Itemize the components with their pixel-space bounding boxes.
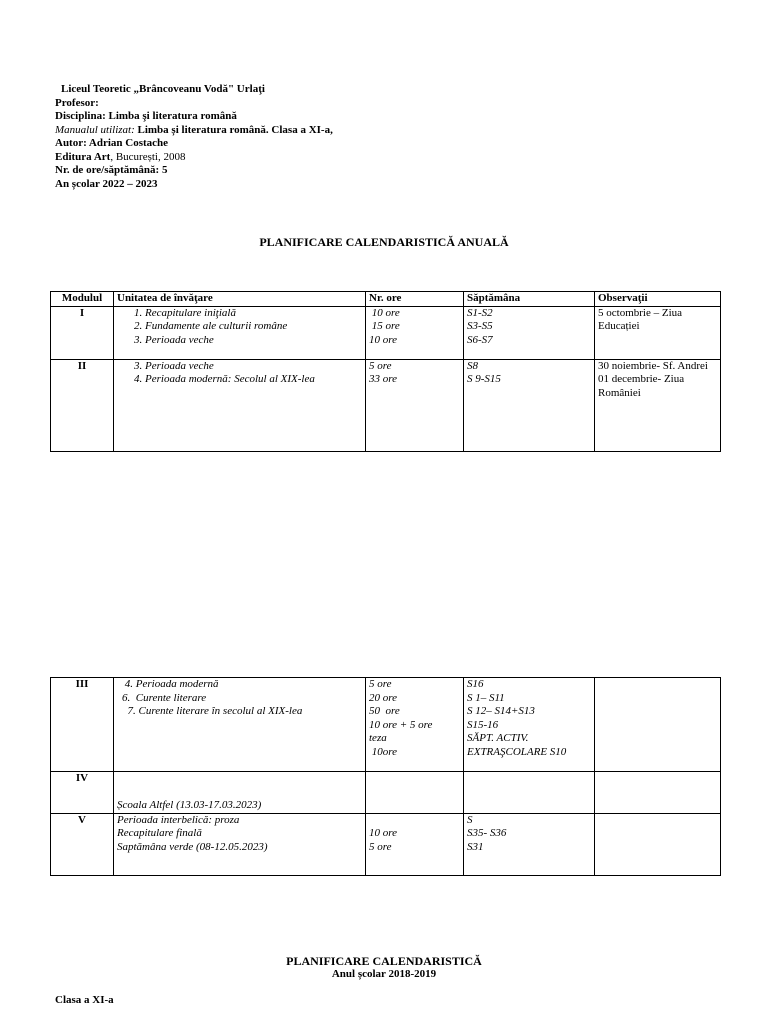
unitate-item: Școala Altfel (13.03-17.03.2023) (117, 799, 262, 811)
unitate-item: 4. Perioada modernă: Secolul al XIX-lea (134, 373, 315, 385)
clasa-label: Clasa a XI-a (55, 994, 114, 1006)
table-row (51, 678, 721, 772)
footer-subtitle: Anul școlar 2018-2019 (331, 968, 437, 980)
col-header-saptamana: Săptămâna (464, 292, 595, 307)
saptamana-item: S1-S2 (467, 306, 493, 319)
unitati-cell (114, 772, 366, 814)
saptamana-item: EXTRAŞCOLARE S10 (467, 745, 567, 758)
modul-cell: III (51, 678, 114, 772)
unitate-item (117, 786, 362, 800)
planning-table-1 (50, 291, 721, 452)
unitate-item: Perioada interbelică: proza (117, 813, 240, 826)
table-row (51, 772, 721, 814)
footer-heading (0, 955, 768, 981)
saptamana-item: S (467, 813, 473, 826)
saptamana-item: SĂPT. ACTIV. (467, 732, 529, 744)
unitate-item: Recapitulare finală (117, 827, 202, 839)
unitati-cell (114, 359, 366, 451)
table-header-row (51, 292, 721, 307)
unitate-item: 6. Curente literare (122, 691, 207, 704)
unitate-item: 3. Perioada veche (134, 333, 214, 346)
unitati-cell (114, 306, 366, 359)
saptamana-item: S 12– S14+S13 (467, 705, 535, 717)
saptamana-item: S 1– S11 (467, 691, 505, 704)
ore-cell (366, 359, 464, 451)
ore-item: 10 ore (369, 827, 398, 839)
manual-value: Limba și literatura română. Clasa a XI-a, (137, 123, 333, 136)
ore-item: 15 ore (369, 320, 400, 332)
unitate-item: 3. Perioada veche (134, 359, 214, 372)
ore-item: 5 ore (369, 678, 392, 690)
ore-item: 50 ore (369, 705, 400, 717)
saptamana-cell (464, 772, 595, 814)
col-header-ore: Nr. ore (366, 292, 464, 307)
ore-item: teza (369, 732, 387, 744)
disciplina-line: Disciplina: Limba şi literatura română (55, 110, 237, 122)
ore-cell (366, 813, 464, 875)
col-header-observatii: Observaţii (595, 292, 721, 307)
table-row (51, 813, 721, 875)
ore-item: 10 ore + 5 ore (369, 718, 433, 731)
editura-label: Editura Art (55, 150, 111, 163)
saptamana-item: S31 (467, 840, 484, 853)
saptamana-item: S6-S7 (467, 333, 493, 346)
unitate-item (117, 772, 362, 786)
col-header-unitate: Unitatea de învăţare (114, 292, 366, 307)
ore-item: 10 ore (369, 306, 400, 319)
observatii-cell (595, 772, 721, 814)
unitati-cell (114, 678, 366, 772)
an-scolar-line: An școlar 2022 – 2023 (55, 177, 158, 190)
footer-title: PLANIFICARE CALENDARISTICĂ (286, 954, 482, 968)
saptamana-item: S 9-S15 (467, 373, 501, 385)
modul-cell: I (51, 306, 114, 359)
unitate-item: Saptămâna verde (08-12.05.2023) (117, 840, 268, 853)
saptamana-cell (464, 678, 595, 772)
editura-line (55, 151, 333, 165)
school-name: Liceul Teoretic „Brâncoveanu Vodă" Urlaţi (61, 83, 265, 95)
manual-line (55, 124, 333, 138)
saptamana-item: S8 (467, 359, 478, 372)
saptamana-cell (464, 359, 595, 451)
saptamana-item: S15-16 (467, 718, 499, 731)
ore-item (369, 814, 460, 828)
autor-line: Autor: Adrian Costache (55, 137, 169, 149)
profesor-line: Profesor: (55, 96, 99, 109)
observatii-cell (595, 678, 721, 772)
saptamana-item: S16 (467, 678, 484, 690)
observatii-cell: 5 octombrie – Ziua Educației (595, 306, 721, 359)
modul-cell: V (51, 813, 114, 875)
saptamana-item: S3-S5 (467, 320, 493, 332)
page-title: PLANIFICARE CALENDARISTICĂ ANUALĂ (259, 235, 509, 249)
col-header-modul: Modulul (51, 292, 114, 307)
ore-cell (366, 772, 464, 814)
ore-item: 33 ore (369, 373, 398, 385)
ore-item: 5 ore (369, 840, 392, 853)
document-header (55, 83, 333, 191)
manual-label: Manualul utilizat: (55, 123, 138, 136)
unitate-item: 2. Fundamente ale culturii române (134, 320, 288, 332)
table-row (51, 359, 721, 451)
ore-item: 20 ore (369, 691, 398, 704)
saptamana-cell (464, 813, 595, 875)
unitate-item: 4. Perioada modernă (122, 678, 219, 690)
ore-item: 10ore (369, 745, 398, 758)
unitate-item: 7. Curente literare în secolul al XIX-lea (122, 705, 303, 717)
modul-cell: II (51, 359, 114, 451)
observatii-cell (595, 813, 721, 875)
planning-table-2 (50, 677, 721, 876)
ore-item: 10 ore (369, 333, 398, 346)
saptamana-item: S35- S36 (467, 827, 507, 839)
unitati-cell (114, 813, 366, 875)
ore-cell (366, 306, 464, 359)
unitate-item: 1. Recapitulare iniţială (134, 306, 236, 319)
modul-cell: IV (51, 772, 114, 814)
observatii-cell: 30 noiembrie- Sf. Andrei 01 decembrie- Ziua României (595, 359, 721, 451)
ore-cell (366, 678, 464, 772)
ore-line: Nr. de ore/săptămână: 5 (55, 164, 168, 176)
table-row (51, 306, 721, 359)
editura-city: , București, 2008 (110, 150, 186, 163)
ore-item: 5 ore (369, 359, 392, 372)
saptamana-cell (464, 306, 595, 359)
